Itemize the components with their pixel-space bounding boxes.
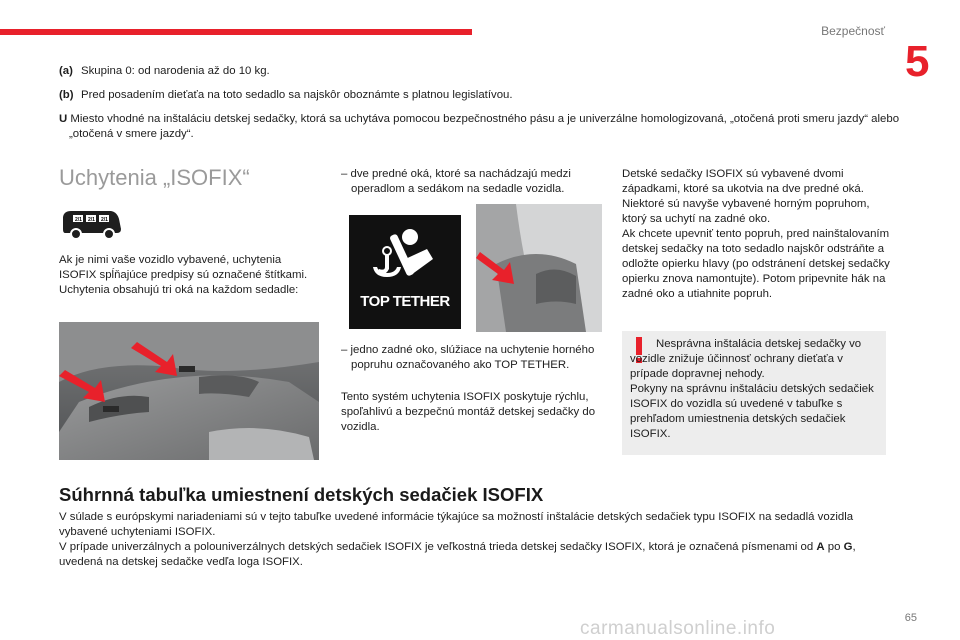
warning-line1: Nesprávna inštalácia detskej sedačky vo vozidle znižuje účinnosť ochrany dieťaťa v prípade dopravnej nehody. <box>630 338 862 380</box>
isofix-latches-para1: Detské sedačky ISOFIX sú vybavené dvomi západkami, ktoré sa ukotvia na dve predné oká. Niektoré sú navyše vybavené horným popruhom, ktorý sa uchytí na zadné oko. <box>622 168 870 225</box>
summary-para2-a: V prípade univerzálnych a polouniverzálnych detských sedačiek ISOFIX je veľkostná trieda detskej sedačky ISOFIX, ktorá je označená písmenami od <box>59 541 817 553</box>
isofix-intro <box>59 253 309 298</box>
warning-text <box>630 337 880 442</box>
summary-para2-c: , uvedená na detskej sedačke vedľa loga ISOFIX. <box>59 541 856 568</box>
rear-anchor-item: – jedno zadné oko, slúžiace na uchytenie horného popruhu označovaného ako TOP TETHER. <box>341 344 595 371</box>
page-number: 65 <box>904 612 917 624</box>
note-u-text: Miesto vhodné na inštaláciu detskej sedačky, ktorá sa uchytáva pomocou bezpečnostného pásu a je univerzálne homologizovaná, „otočená proti smeru jazdy“ alebo „otočená v smere jazdy“. <box>69 113 900 140</box>
summary-text <box>59 510 899 570</box>
summary-para1: V súlade s európskymi nariadeniami sú v tejto tabuľke uvedené informácie týkajúce sa možností inštalácie detských sedačiek typu ISOFIX na sedadlá vozidla vybavené uchyteniami ISOFIX. <box>59 511 854 538</box>
isofix-intro-line1: Ak je nimi vaše vozidlo vybavené, uchytenia ISOFIX spĺňajúce predpisy sú označené štítkami. <box>59 254 308 281</box>
warning-box <box>622 331 886 455</box>
svg-text:2/1: 2/1 <box>101 217 108 223</box>
top-tether-photo <box>476 204 602 332</box>
warning-line2: Pokyny na správnu inštaláciu detských sedačiek ISOFIX do vozidla sú uvedené v tabuľke s prehľadom umiestnenia detských sedačiek ISOFIX. <box>630 383 874 440</box>
svg-text:2/1: 2/1 <box>75 217 82 223</box>
top-tether-label: TOP TETHER <box>360 293 450 310</box>
chapter-number: 5 <box>905 37 930 86</box>
note-a-text: Skupina 0: od narodenia až do 10 kg. <box>81 65 270 77</box>
isofix-heading: Uchytenia „ISOFIX“ <box>59 165 250 190</box>
summary-heading: Súhrnná tabuľka umiestnení detských sedačiek ISOFIX <box>59 484 544 505</box>
svg-text:2/1: 2/1 <box>88 217 95 223</box>
isofix-latches-text <box>622 167 892 302</box>
section-title: Bezpečnosť <box>821 24 885 38</box>
note-b <box>59 88 513 103</box>
size-class-from: A <box>816 541 825 553</box>
size-class-to: G <box>843 541 853 553</box>
seat-anchors-photo <box>59 322 319 460</box>
note-b-text: Pred posadením dieťaťa na toto sedadlo sa najskôr oboznámte s platnou legislatívou. <box>81 89 513 101</box>
note-b-label: (b) <box>59 89 74 101</box>
note-a <box>59 64 270 79</box>
header-accent-bar <box>0 29 472 35</box>
isofix-latches-para2: Ak chcete upevniť tento popruh, pred nainštalovaním detskej sedačky na toto sedadlo najskôr odstráňte a odložte opierku hlavy (po odstránení detskej sedačky opierku znova namontujte). Potom pripevnite hák na zadné oko a utiahnite popruh. <box>622 228 890 300</box>
note-a-label: (a) <box>59 65 73 77</box>
isofix-intro-line2: Uchytenia obsahujú tri oká na každom sedadle: <box>59 284 299 296</box>
watermark: carmanualsonline.info <box>580 618 776 639</box>
summary-para2-b: po <box>824 541 844 553</box>
note-u-label: U <box>59 113 68 125</box>
isofix-benefit: Tento systém uchytenia ISOFIX poskytuje rýchlu, spoľahlivú a bezpečnú montáž detskej sedačky do vozidla. <box>341 391 596 433</box>
top-tether-icon <box>349 215 461 329</box>
vehicle-icon <box>59 207 123 241</box>
note-u <box>59 112 904 142</box>
front-anchors-item: – dve predné oká, ktoré sa nachádzajú medzi operadlom a sedákom na sedadle vozidla. <box>341 168 571 195</box>
